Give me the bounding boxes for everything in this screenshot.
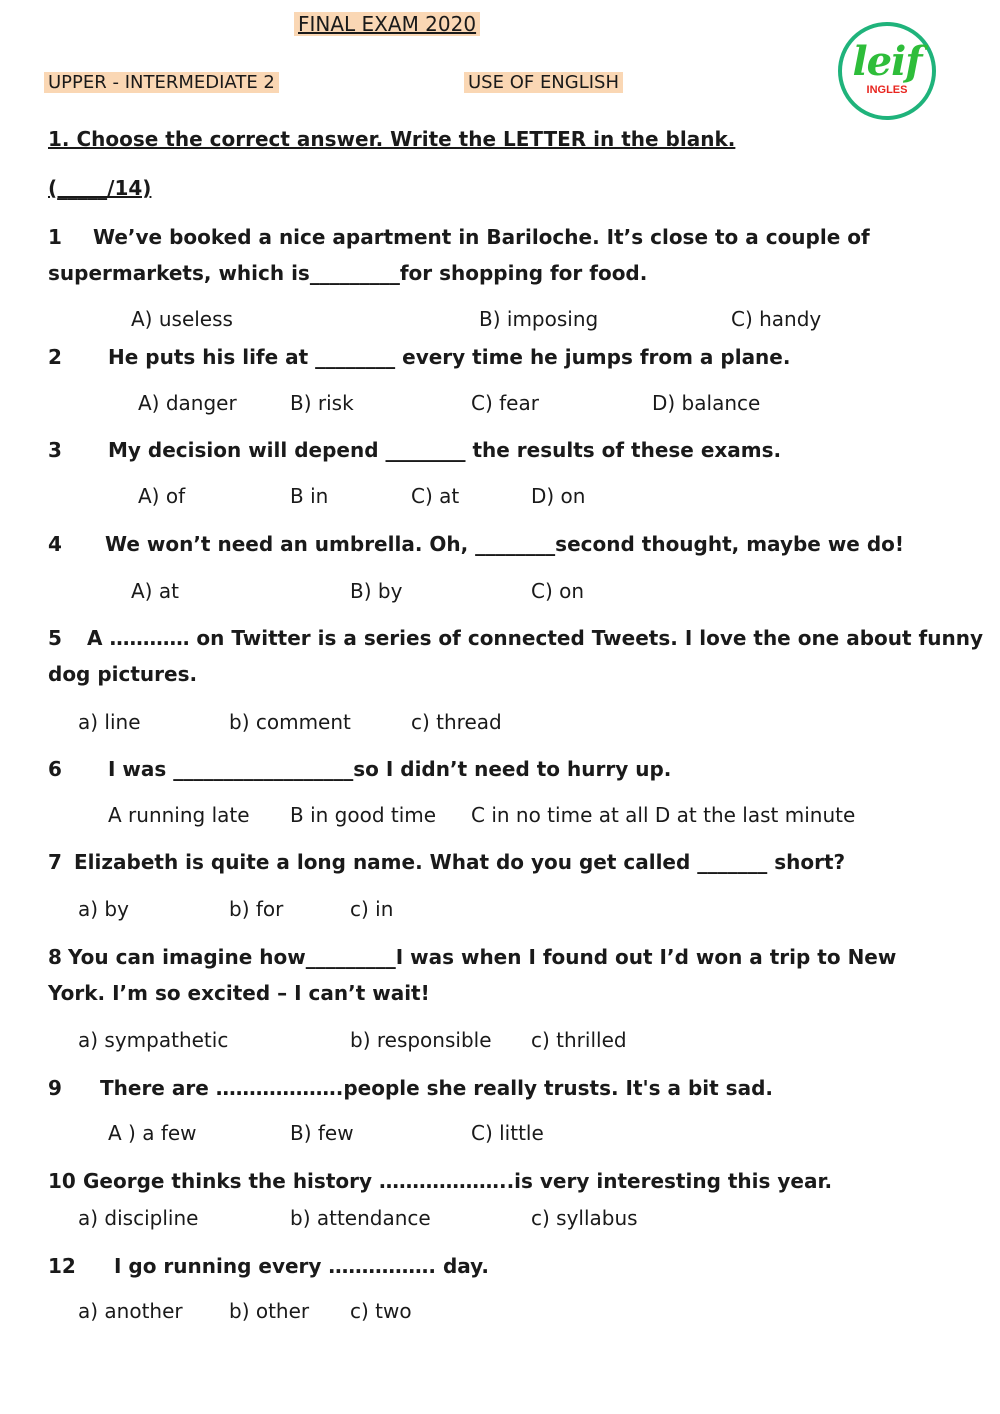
q2-option-c: C) fear bbox=[471, 391, 539, 415]
q9-option-c: C) little bbox=[471, 1121, 544, 1145]
q1-option-a: A) useless bbox=[131, 307, 233, 331]
question-12-text: I go running every ……………. day. bbox=[114, 1254, 489, 1278]
question-8-line2: York. I’m so excited – I can’t wait! bbox=[48, 981, 430, 1005]
logo-word: leif bbox=[852, 38, 922, 85]
q6-option-b: B in good time bbox=[290, 803, 437, 827]
question-7-number: 7 bbox=[48, 850, 62, 874]
question-5-line1: A ………… on Twitter is a series of connected Tweets. I love the one about funny bbox=[87, 626, 983, 650]
q1-option-c: C) handy bbox=[731, 307, 822, 331]
leif-logo bbox=[838, 22, 936, 120]
section-label: USE OF ENGLISH bbox=[464, 72, 623, 93]
q8-option-a: a) sympathetic bbox=[78, 1028, 229, 1052]
q12-option-b: b) other bbox=[229, 1299, 310, 1323]
question-4-text: We won’t need an umbrella. Oh, ________second thought, maybe we do! bbox=[105, 532, 905, 556]
q4-option-b: B) by bbox=[350, 579, 403, 603]
q6-option-cd: C in no time at all D at the last minute bbox=[471, 803, 856, 827]
q10-option-c: c) syllabus bbox=[531, 1206, 638, 1230]
q2-option-a: A) danger bbox=[138, 391, 237, 415]
q5-option-b: b) comment bbox=[229, 710, 351, 734]
question-6-text: I was __________________so I didn’t need to hurry up. bbox=[108, 757, 672, 781]
q12-option-c: c) two bbox=[350, 1299, 412, 1323]
q3-option-c: C) at bbox=[411, 484, 460, 508]
question-1-line1: We’ve booked a nice apartment in Bariloche. It’s close to a couple of bbox=[93, 225, 870, 249]
q7-option-a: a) by bbox=[78, 897, 129, 921]
question-5-number: 5 bbox=[48, 626, 62, 650]
q5-option-c: c) thread bbox=[411, 710, 502, 734]
level-label: UPPER - INTERMEDIATE 2 bbox=[44, 72, 279, 93]
q10-option-b: b) attendance bbox=[290, 1206, 431, 1230]
question-1-line2: supermarkets, which is_________for shopping for food. bbox=[48, 261, 648, 285]
question-7-text: Elizabeth is quite a long name. What do you get called _______ short? bbox=[74, 850, 846, 874]
q8-option-b: b) responsible bbox=[350, 1028, 492, 1052]
question-2-text: He puts his life at ________ every time he jumps from a plane. bbox=[108, 345, 791, 369]
question-3-text: My decision will depend ________ the results of these exams. bbox=[108, 438, 782, 462]
q2-option-d: D) balance bbox=[652, 391, 761, 415]
question-10-number: 10 bbox=[48, 1169, 76, 1193]
question-3-number: 3 bbox=[48, 438, 62, 462]
question-5-line2: dog pictures. bbox=[48, 662, 198, 686]
q4-option-a: A) at bbox=[131, 579, 179, 603]
question-4-number: 4 bbox=[48, 532, 62, 556]
score-blank: (_____/14) bbox=[48, 176, 152, 200]
question-8-number: 8 bbox=[48, 945, 62, 969]
question-12-number: 12 bbox=[48, 1254, 76, 1278]
q10-option-a: a) discipline bbox=[78, 1206, 199, 1230]
q3-option-b: B in bbox=[290, 484, 329, 508]
instructions: 1. Choose the correct answer. Write the LETTER in the blank. bbox=[48, 127, 736, 151]
question-8-line1: You can imagine how_________I was when I found out I’d won a trip to New bbox=[68, 945, 897, 969]
q4-option-c: C) on bbox=[531, 579, 585, 603]
q8-option-c: c) thrilled bbox=[531, 1028, 627, 1052]
q7-option-b: b) for bbox=[229, 897, 284, 921]
q12-option-a: a) another bbox=[78, 1299, 183, 1323]
q9-option-b: B) few bbox=[290, 1121, 354, 1145]
q9-option-a: A ) a few bbox=[108, 1121, 197, 1145]
question-1-number: 1 bbox=[48, 225, 62, 249]
q3-option-d: D) on bbox=[531, 484, 586, 508]
exam-title: FINAL EXAM 2020 bbox=[294, 12, 480, 36]
question-6-number: 6 bbox=[48, 757, 62, 781]
q7-option-c: c) in bbox=[350, 897, 394, 921]
question-9-text: There are ……………….people she really trusts. It's a bit sad. bbox=[100, 1076, 773, 1100]
q5-option-a: a) line bbox=[78, 710, 141, 734]
q2-option-b: B) risk bbox=[290, 391, 354, 415]
question-10-text: George thinks the history ………………..is very interesting this year. bbox=[83, 1169, 833, 1193]
question-9-number: 9 bbox=[48, 1076, 62, 1100]
q3-option-a: A) of bbox=[138, 484, 186, 508]
q6-option-a: A running late bbox=[108, 803, 250, 827]
logo-sub: INGLES bbox=[866, 84, 908, 96]
q1-option-b: B) imposing bbox=[479, 307, 599, 331]
question-2-number: 2 bbox=[48, 345, 62, 369]
